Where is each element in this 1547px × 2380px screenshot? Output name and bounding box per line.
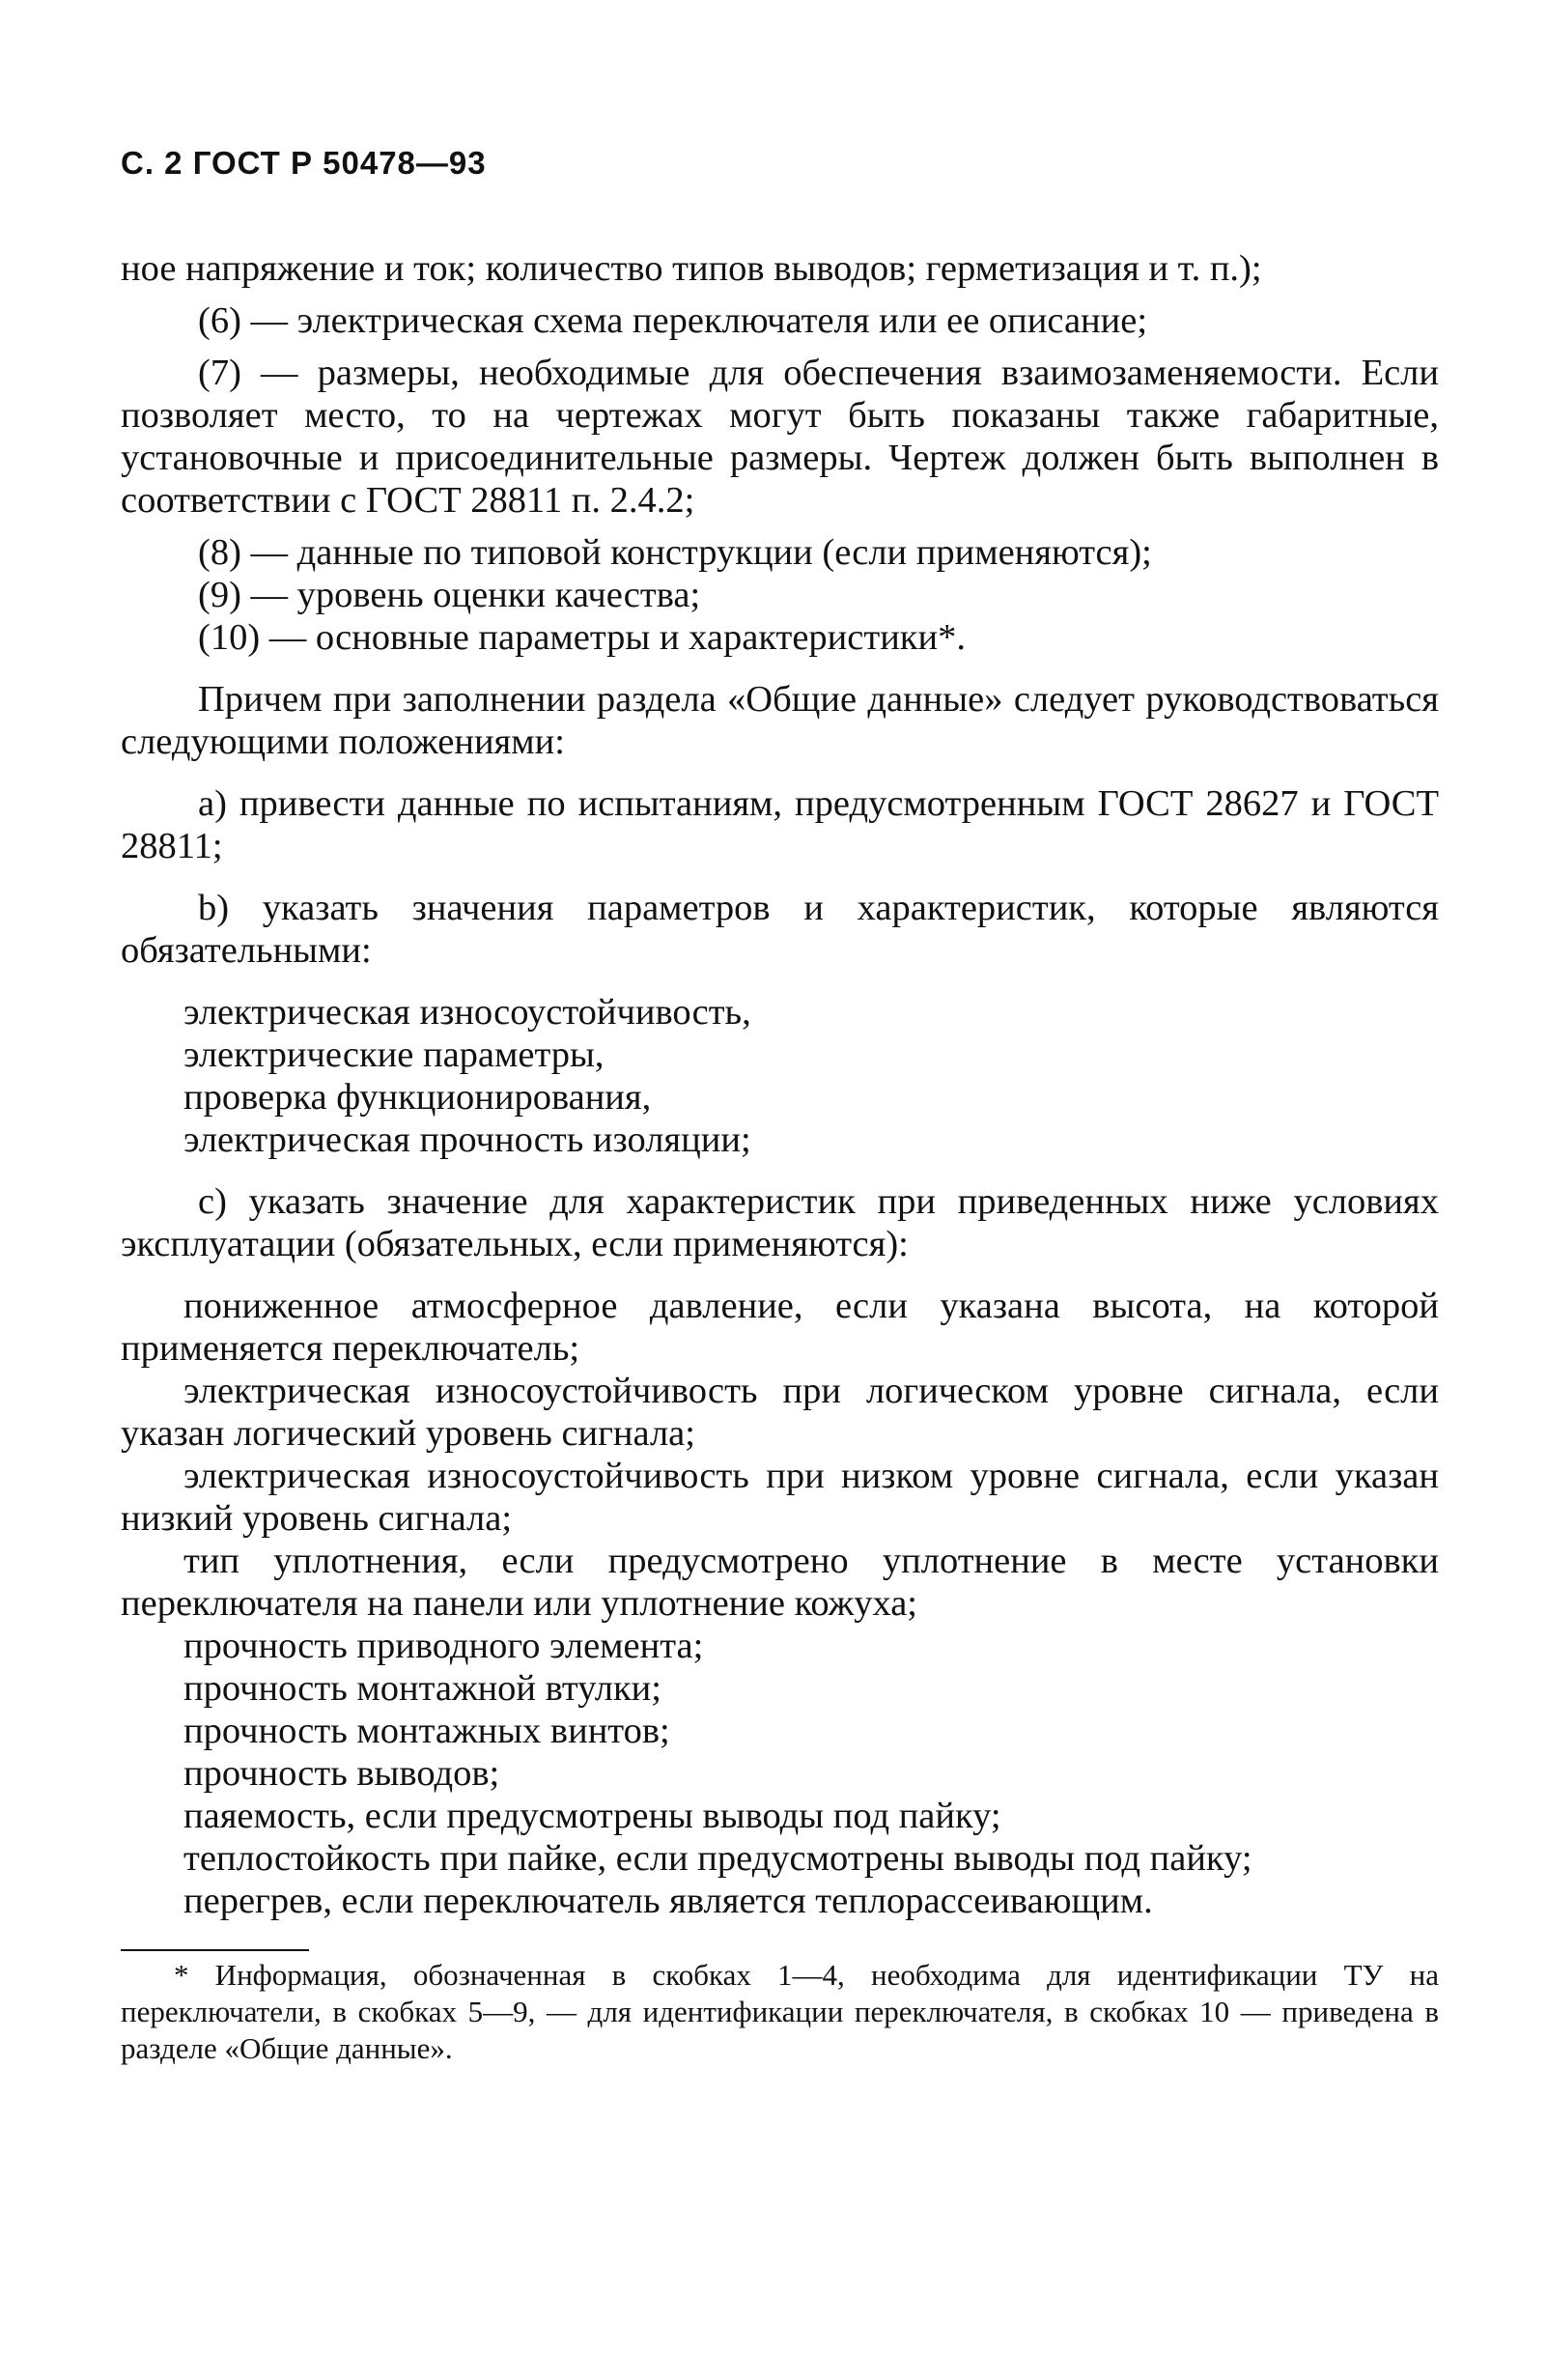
footnote: * Информация, обозначенная в скобках 1—4, необходима для идентификации ТУ на переключатели, в скобках 5—9, — для идентификации переключателя, в скобках 10 — приведена в разделе «Общие данные». xyxy=(121,1958,1439,2065)
list-item: прочность монтажных винтов; xyxy=(183,1711,670,1751)
list-item: перегрев, если переключатель является теплорассеивающим. xyxy=(183,1881,1153,1921)
paragraph-item-9: (9) — уровень оценки качества; xyxy=(198,575,701,615)
list-item: паяемость, если предусмотрены выводы под пайку; xyxy=(183,1796,1001,1836)
list-item: электрические параметры, xyxy=(183,1034,605,1075)
list-item: теплостойкость при пайке, если предусмотрены выводы под пайку; xyxy=(183,1838,1252,1879)
document-page xyxy=(121,145,1439,2067)
footnote-divider xyxy=(121,1949,309,1951)
paragraph-continuation: ное напряжение и ток; количество типов выводов; герметизация и т. п.); xyxy=(121,248,1262,289)
list-item: электрическая износоустойчивость, xyxy=(183,992,751,1033)
list-item: прочность монтажной втулки; xyxy=(183,1668,661,1709)
paragraph-a: a) привести данные по испытаниям, предусмотренным ГОСТ 28627 и ГОСТ 28811; xyxy=(121,783,1439,866)
list-c xyxy=(121,1285,1439,1922)
paragraph-item-7: (7) — размеры, необходимые для обеспечения взаимозаменяемости. Если позволяет место, то на чертежах могут быть показаны также габаритные, установочные и присоединительные размеры. Чертеж должен быть выполнен в соответствии с ГОСТ 28811 п. 2.4.2; xyxy=(121,353,1439,521)
page-header: С. 2 ГОСТ Р 50478—93 xyxy=(121,145,487,181)
list-b xyxy=(121,991,1439,1161)
list-item: электрическая износоустойчивость при логическом уровне сигнала, если указан логический уровень сигнала; xyxy=(121,1371,1439,1454)
paragraph-item-8: (8) — данные по типовой конструкции (если применяются); xyxy=(198,532,1152,573)
paragraph-item-6: (6) — электрическая схема переключателя или ее описание; xyxy=(198,300,1148,341)
paragraph-instructions: Причем при заполнении раздела «Общие данные» следует руководствоваться следующими положениями: xyxy=(121,679,1439,762)
paragraph-b: b) указать значения параметров и характеристик, которые являются обязательными: xyxy=(121,888,1439,971)
list-item: электрическая прочность изоляции; xyxy=(183,1119,751,1160)
paragraph-item-10: (10) — основные параметры и характеристики*. xyxy=(198,617,966,658)
list-item: пониженное атмосферное давление, если указана высота, на которой применяется переключатель; xyxy=(121,1286,1439,1369)
list-item: тип уплотнения, если предусмотрено уплотнение в месте установки переключателя на панели или уплотнение кожуха; xyxy=(121,1541,1439,1624)
list-item: прочность приводного элемента; xyxy=(183,1626,704,1666)
paragraph-c: c) указать значение для характеристик при приведенных ниже условиях эксплуатации (обязательных, если применяются): xyxy=(121,1181,1439,1264)
list-item: проверка функционирования, xyxy=(183,1077,652,1118)
document-body xyxy=(121,247,1439,1922)
list-item: электрическая износоустойчивость при низком уровне сигнала, если указан низкий уровень сигнала; xyxy=(121,1456,1439,1539)
list-item: прочность выводов; xyxy=(183,1753,500,1794)
